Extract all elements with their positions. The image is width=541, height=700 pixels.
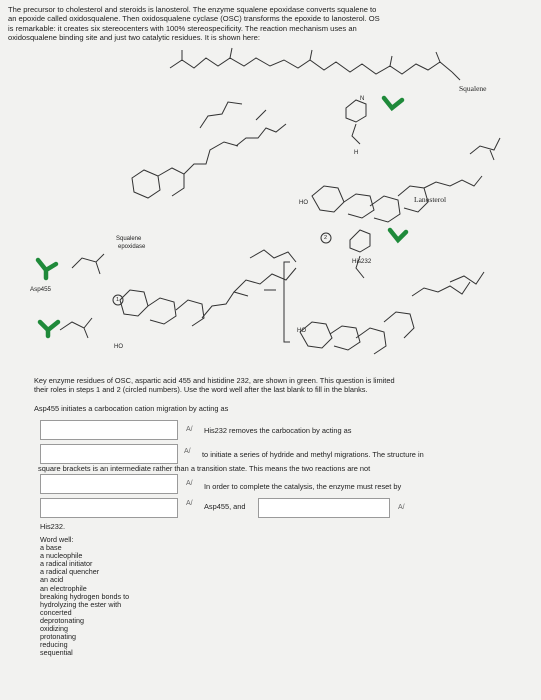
- word-bank-item[interactable]: reducing: [40, 640, 68, 650]
- word-bank-item[interactable]: concerted: [40, 607, 72, 617]
- ho-label: HO: [114, 344, 123, 350]
- word-bank-item[interactable]: oxidizing: [40, 624, 68, 634]
- intro-line: The precursor to cholesterol and steroids is lanosterol. The enzyme squalene epoxidase converts squalene to: [8, 5, 377, 14]
- word-bank-item[interactable]: a base: [40, 543, 62, 553]
- word-bank-item[interactable]: a radical quencher: [40, 567, 100, 577]
- lanosterol-structure: [312, 176, 482, 222]
- word-bank-item[interactable]: a nucleophile: [40, 551, 83, 561]
- blank-1-input[interactable]: [40, 420, 178, 440]
- his232-label: His232: [352, 258, 372, 265]
- step-1-label: 1: [116, 297, 120, 303]
- enzyme-label: Squalene: [116, 236, 142, 242]
- word-bank-item[interactable]: a radical initiator: [40, 559, 93, 569]
- drop-icon[interactable]: A/: [186, 426, 193, 433]
- word-bank-item[interactable]: an acid: [40, 575, 64, 585]
- nitrogen-label: N: [360, 96, 365, 102]
- word-bank-item[interactable]: an electrophile: [40, 583, 87, 593]
- question-text: His232.: [40, 522, 66, 531]
- word-bank-item[interactable]: deprotonating: [40, 615, 84, 625]
- key-text: Key enzyme residues of OSC, aspartic acid 455 and histidine 232, are shown in green. This question is limited: [34, 376, 395, 385]
- epoxide-structure: [132, 124, 286, 198]
- ho-label: HO: [299, 200, 308, 206]
- his232-green-mark: [384, 98, 402, 108]
- asp455-label: Asp455: [30, 286, 51, 293]
- word-bank-title: Word well:: [40, 535, 74, 544]
- squalene-label: Squalene: [459, 84, 487, 93]
- word-bank-item[interactable]: breaking hydrogen bonds to: [40, 591, 130, 601]
- intro-line: oxidosqualene binding site and just two catalytic residues. It is shown here:: [8, 33, 261, 43]
- blank-5-input[interactable]: [258, 498, 390, 518]
- question-text: In order to complete the catalysis, the enzyme must reset by: [204, 482, 402, 491]
- intro-line: an epoxide called oxidosqualene. Then oxidosqualene cyclase (OSC) transforms the epoxide to lanosterol. OS: [8, 14, 380, 24]
- word-bank: [40, 536, 129, 657]
- word-bank-item[interactable]: hydrolyzing the ester with: [40, 599, 122, 609]
- drop-icon[interactable]: A/: [186, 500, 193, 507]
- blank-3-input[interactable]: [40, 474, 178, 494]
- drop-icon[interactable]: A/: [184, 448, 191, 455]
- squalene-structure: [170, 58, 452, 74]
- drop-icon[interactable]: A/: [398, 504, 405, 511]
- intro-line: is remarkable: it creates six stereocenters with 100% stereospecificity. The reaction mechanism uses an: [8, 23, 357, 33]
- carbocation-structure: [120, 268, 296, 326]
- key-text: their roles in steps 1 and 2 (circled numbers). Use the word well after the last blank to fill in the blanks.: [34, 385, 368, 394]
- asp455-green-mark: [38, 260, 56, 278]
- question-text: His232 removes the carbocation by acting as: [204, 426, 352, 435]
- word-bank-item[interactable]: protonating: [40, 632, 76, 642]
- question-text: to initiate a series of hydride and methyl migrations. The structure in: [202, 450, 424, 459]
- question-text: Asp455, and: [204, 502, 246, 511]
- drop-icon[interactable]: A/: [186, 480, 193, 487]
- asp455-green-mark-lower: [40, 322, 58, 336]
- word-bank-item[interactable]: sequential: [40, 648, 73, 658]
- step-2-label: 2: [324, 235, 328, 241]
- blank-2-input[interactable]: [40, 444, 178, 464]
- question-text: Asp455 initiates a carbocation cation migration by acting as: [34, 404, 229, 413]
- blank-4-input[interactable]: [40, 498, 178, 518]
- question-text: square brackets is an intermediate rather than a transition state. This means the two reactions are not: [38, 464, 371, 473]
- hydrogen-label: H: [354, 150, 359, 156]
- his232-green-mark-lower: [390, 230, 406, 240]
- lanosterol-label: Lanosterol: [414, 195, 447, 204]
- ho-label: HO: [297, 328, 306, 334]
- enzyme-label: epoxidase: [118, 244, 146, 250]
